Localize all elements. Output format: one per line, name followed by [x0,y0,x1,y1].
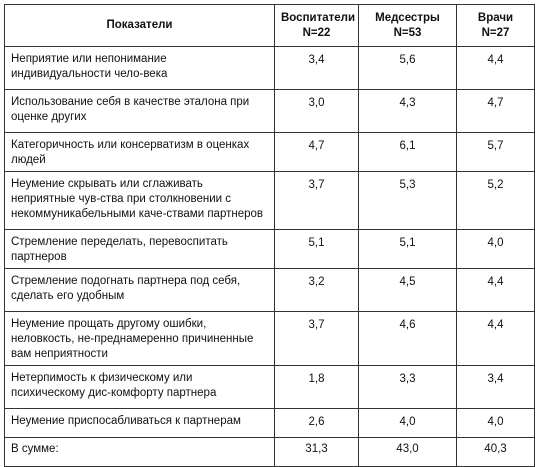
cell-value: 5,6 [359,47,457,90]
table-container [4,4,534,467]
row-label: Неумение прощать другому ошибки, неловкость, не-преднамеренно причиненные вам неприятности [5,312,275,366]
row-label: Стремление переделать, перевоспитать партнеров [5,230,275,269]
indicators-table [4,4,535,467]
cell-value: 5,1 [275,230,359,269]
header-nurses: Медсестры N=53 [359,5,457,47]
cell-value: 5,7 [457,133,535,172]
cell-value: 5,3 [359,172,457,230]
cell-value: 3,3 [359,366,457,409]
cell-value: 4,0 [457,230,535,269]
row-label: Категоричность или консерватизм в оценках людей [5,133,275,172]
row-label: Неумение приспосабливаться к партнерам [5,409,275,438]
header-educators: Воспитатели N=22 [275,5,359,47]
cell-value: 4,4 [457,47,535,90]
cell-value: 4,3 [359,90,457,133]
table-row [5,366,535,409]
cell-value: 4,6 [359,312,457,366]
cell-value: 4,5 [359,269,457,312]
table-row [5,312,535,366]
total-value: 43,0 [359,438,457,467]
header-doctors: Врачи N=27 [457,5,535,47]
cell-value: 3,2 [275,269,359,312]
table-row [5,133,535,172]
row-label: Использование себя в качестве эталона при оценке других [5,90,275,133]
cell-value: 3,0 [275,90,359,133]
cell-value: 3,7 [275,172,359,230]
total-row [5,438,535,467]
table-header-row [5,5,535,47]
table-row [5,172,535,230]
cell-value: 6,1 [359,133,457,172]
cell-value: 4,4 [457,269,535,312]
table-row [5,269,535,312]
cell-value: 4,4 [457,312,535,366]
cell-value: 5,1 [359,230,457,269]
table-row [5,230,535,269]
table-row [5,409,535,438]
cell-value: 4,0 [359,409,457,438]
table-row [5,90,535,133]
total-value: 40,3 [457,438,535,467]
cell-value: 2,6 [275,409,359,438]
total-value: 31,3 [275,438,359,467]
row-label: Неумение скрывать или сглаживать неприятные чув-ства при столкновении с некоммуникабельными каче-ствами партнеров [5,172,275,230]
cell-value: 1,8 [275,366,359,409]
header-indicators: Показатели [5,5,275,47]
cell-value: 4,0 [457,409,535,438]
cell-value: 3,4 [457,366,535,409]
cell-value: 5,2 [457,172,535,230]
cell-value: 3,4 [275,47,359,90]
row-label: Нетерпимость к физическому или психическому дис-комфорту партнера [5,366,275,409]
cell-value: 4,7 [275,133,359,172]
cell-value: 4,7 [457,90,535,133]
cell-value: 3,7 [275,312,359,366]
table-row [5,47,535,90]
row-label: Стремление подогнать партнера под себя, сделать его удобным [5,269,275,312]
total-label: В сумме: [5,438,275,467]
row-label: Неприятие или непонимание индивидуальности чело-века [5,47,275,90]
